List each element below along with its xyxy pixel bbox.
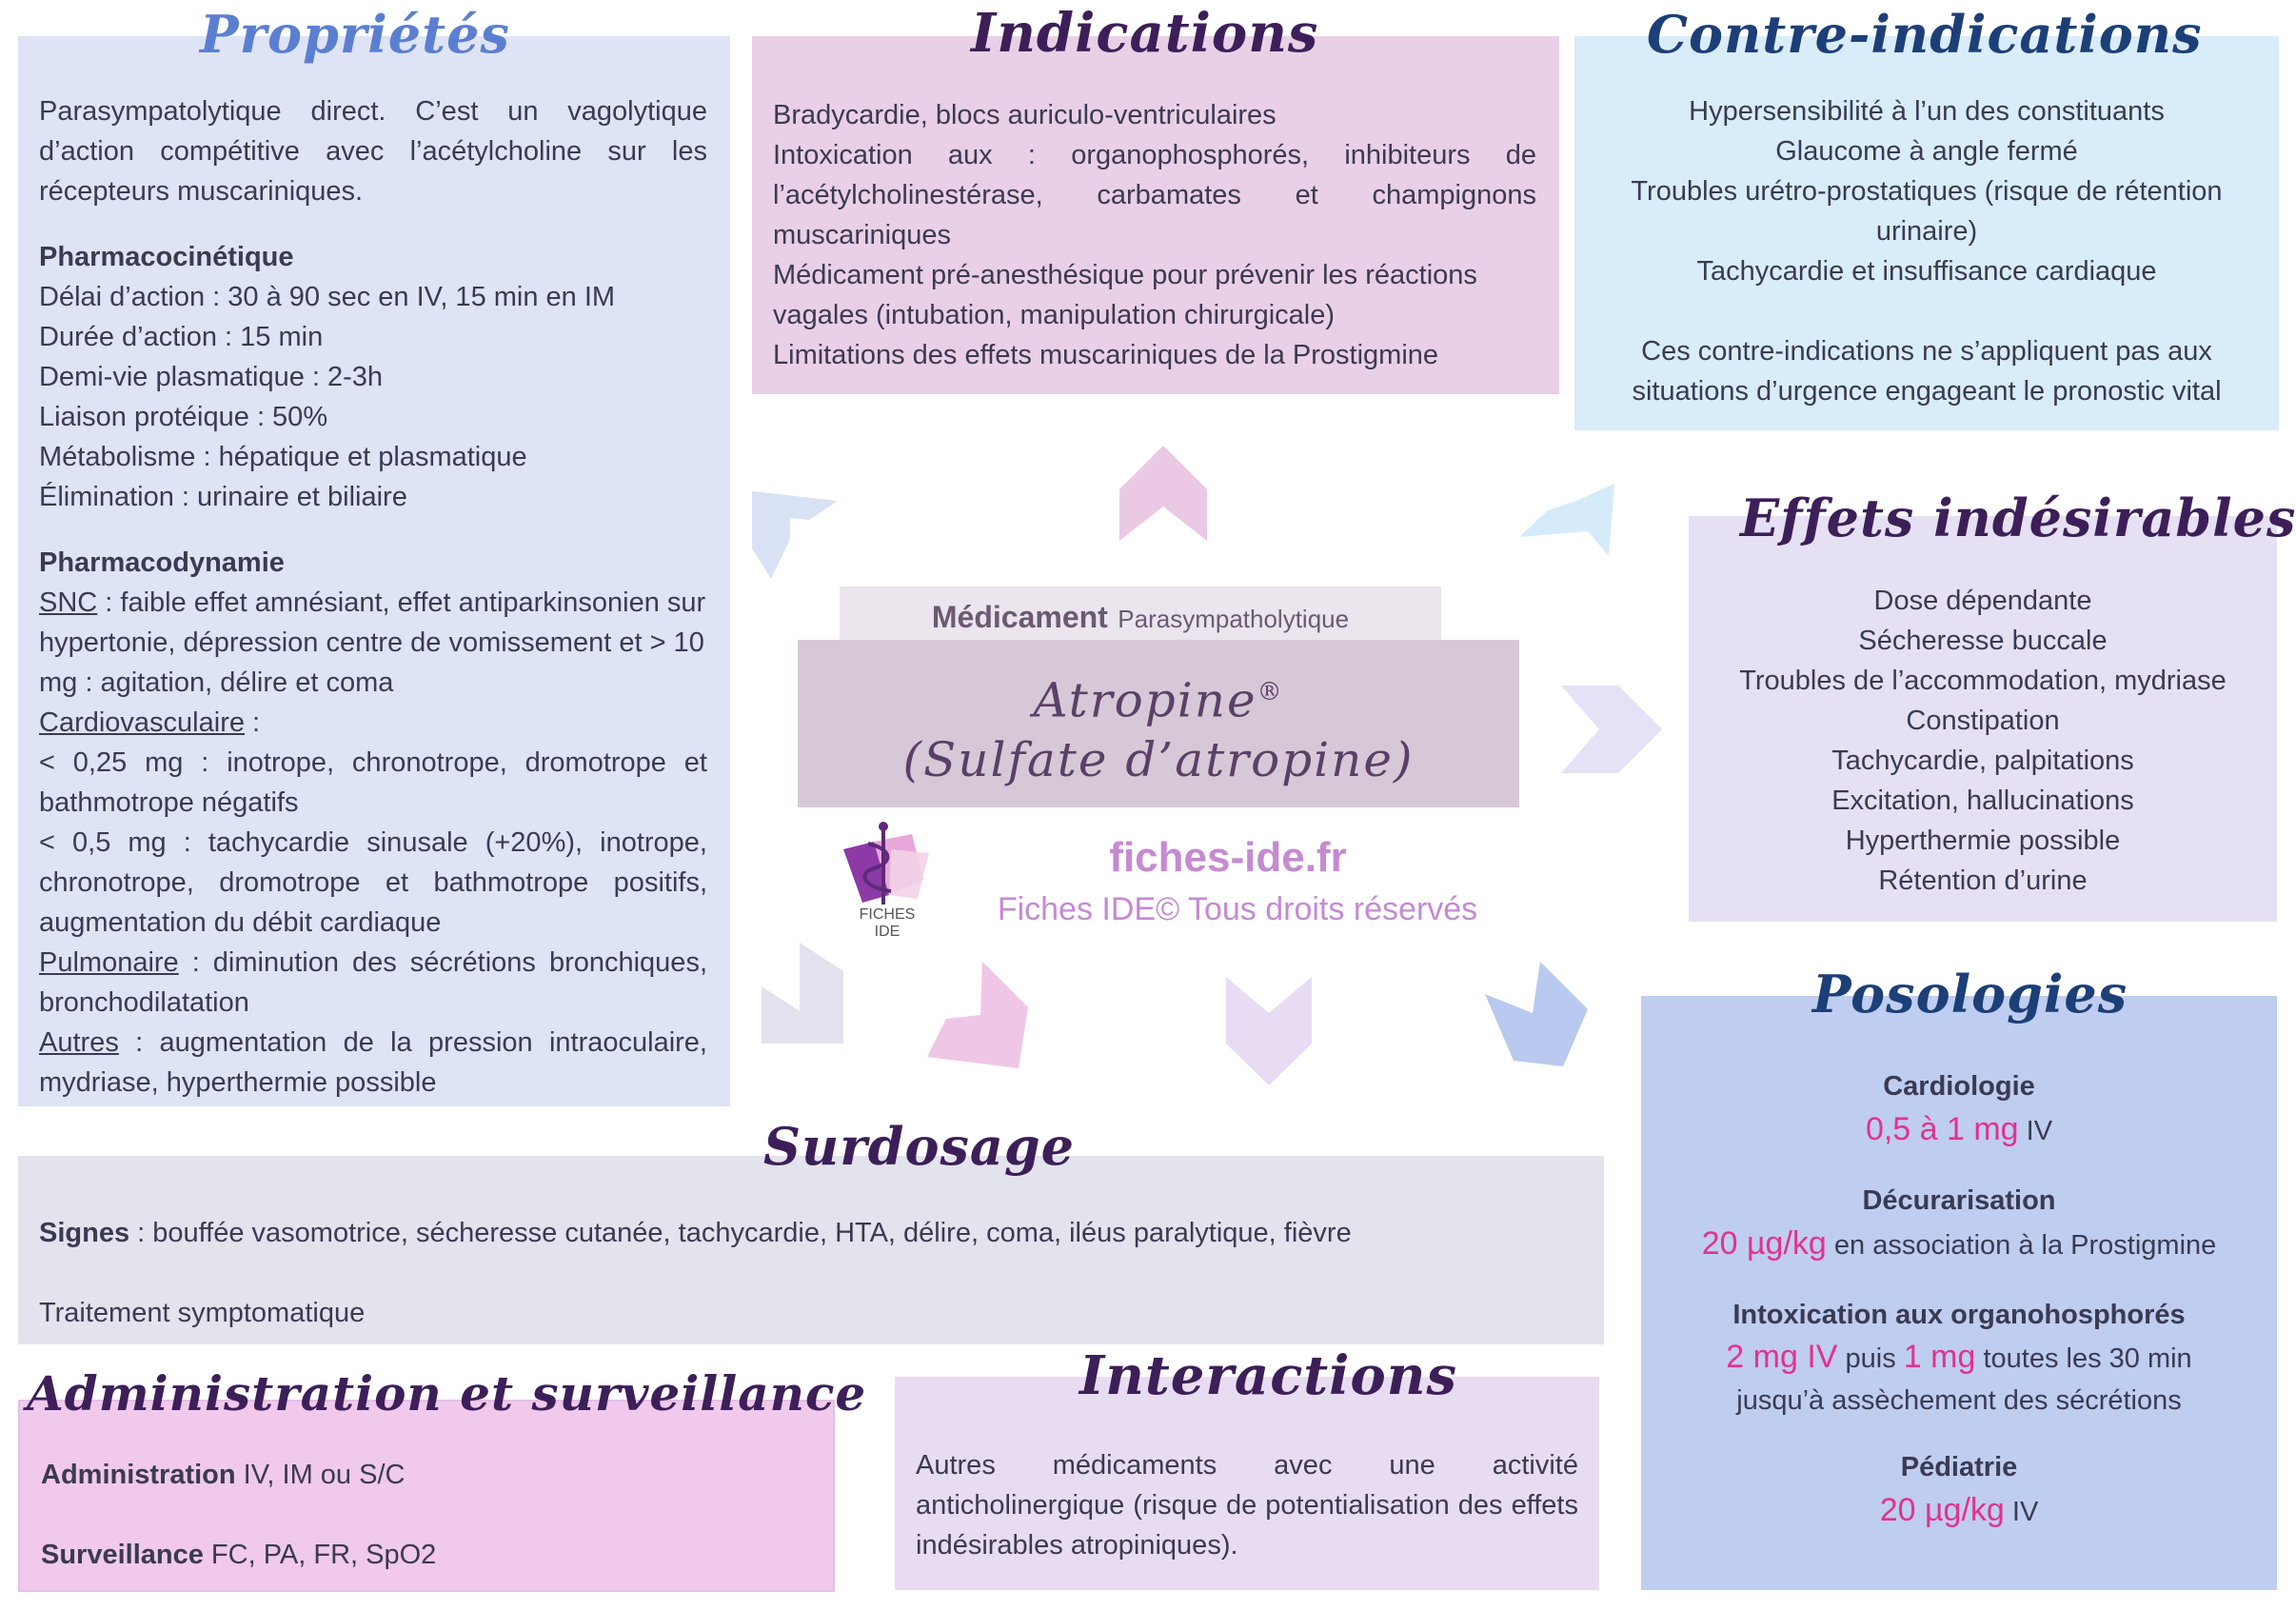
arrow-down-right-icon [1485,962,1588,1066]
pd-heading: Pharmacodynamie [39,547,285,578]
category-value: Parasympatholytique [1118,605,1350,633]
pk-item: Délai d’action : 30 à 90 sec en IV, 15 min en IM [39,282,616,312]
contre-item: Hypersensibilité à l’un des constituants [1689,96,2165,127]
pulmo-label: Pulmonaire [39,947,179,978]
pk-item: Liaison protéique : 50% [39,402,328,432]
pulmo-text: : diminution des sécrétions bronchiques, bronchodilatation [39,947,707,1018]
arrow-down-icon [1226,977,1312,1085]
arrow-down-left-icon [762,943,843,1044]
arrow-up-icon [1119,446,1207,541]
contre-indications-panel [1574,36,2279,430]
pd-cardio [39,703,707,743]
poso-intox-heading: Intoxication aux organohosphorés [1732,1300,2186,1330]
poso-decu-heading: Décurarisation [1862,1185,2056,1216]
drug-reg: ® [1257,678,1284,706]
poso-intox-note1: toutes les 30 min [1975,1343,2192,1374]
copyright: Fiches IDE© Tous droits réservés [997,891,1478,927]
proprietes-panel [18,36,730,1106]
proprietes-title: Propriétés [200,4,510,65]
contre-item: Tachycardie et insuffisance cardiaque [1696,256,2157,287]
poso-intox-dose2: 1 mg [1903,1339,1976,1375]
effet-item: Troubles de l’accommodation, mydriase [1739,666,2227,696]
indication-item: Médicament pré-anesthésique pour prévenir les réactions vagales (intubation, manipulation chirurgicale) [773,260,1477,330]
poso-intox-mid: puis [1837,1343,1904,1374]
contre-note: Ces contre-indications ne s’appliquent pas aux situations d’urgence engageant le pronostic vital [1632,336,2222,407]
poso-cardio-dose: 0,5 à 1 mg [1865,1111,2019,1147]
contre-indications-title: Contre-indications [1647,4,2203,65]
indication-item: Intoxication aux : organophosphorés, inhibiteurs de l’acétylcholinestérase, carbamates et champignons muscariniques [773,140,1536,250]
poso-decu-note: en association à la Prostigmine [1826,1230,2217,1261]
pd-autres [39,1023,707,1103]
interactions-title: Interactions [1079,1344,1458,1407]
surveillance-line [41,1535,812,1575]
contre-item: Troubles urétro-prostatiques (risque de rétention urinaire) [1631,176,2223,247]
drug-generic: (Sulfate d’atropine) [902,731,1415,787]
interactions-panel [895,1377,1599,1590]
pk-item: Demi-vie plasmatique : 2-3h [39,362,384,392]
surdosage-traitement: Traitement symptomatique [39,1298,366,1328]
contre-item: Glaucome à angle fermé [1775,136,2078,167]
admin-text: IV, IM ou S/C [235,1460,406,1490]
snc-label: SNC [39,587,98,618]
pd-cardio-2: < 0,5 mg : tachycardie sinusale (+20%), inotrope, chronotrope, dromotrope et bathmotrope positifs, augmentation du débit cardiaque [39,827,707,938]
posologies-title: Posologies [1812,964,2128,1024]
poso-pedia-dose: 20 µg/kg [1879,1492,2005,1528]
surdosage-signes [39,1213,1583,1253]
logo-text-2: IDE [874,924,901,940]
effet-item: Hyperthermie possible [1845,825,2121,856]
poso-intox-note2: jusqu’à assèchement des sécrétions [1736,1385,2182,1416]
arrow-up-left-icon [752,491,847,587]
surv-text: FC, PA, FR, SpO2 [203,1540,437,1570]
poso-decu-line [1651,1221,2267,1268]
fiches-ide-logo [836,821,939,945]
administration-title: Administration et surveillance [27,1365,867,1422]
cardio-label: Cardiovasculaire [39,707,245,738]
pk-heading: Pharmacocinétique [39,242,294,272]
pk-item: Métabolisme : hépatique et plasmatique [39,442,527,472]
site-name: fiches-ide.fr [1109,834,1347,881]
pd-pulmo [39,943,707,1023]
poso-pedia-route: IV [2004,1497,2039,1527]
effet-item: Tachycardie, palpitations [1831,746,2134,776]
effet-item: Excitation, hallucinations [1831,786,2134,816]
administration-panel [18,1400,835,1592]
indication-item: Limitations des effets muscariniques de la Prostigmine [773,340,1439,370]
indications-panel [752,36,1559,394]
signes-label: Signes [39,1218,130,1248]
pd-snc [39,583,707,703]
poso-intox-dose1: 2 mg IV [1726,1339,1838,1375]
proprietes-intro: Parasympatolytique direct. C’est un vagolytique d’action compétitive avec l’acétylcholine sur les récepteurs muscariniques. [39,96,707,207]
signes-text: : bouffée vasomotrice, sécheresse cutanée, tachycardie, HTA, délire, coma, iléus paralytique, fièvre [129,1218,1352,1248]
poso-intox-line [1651,1335,2267,1381]
effets-title: Effets indésirables [1740,487,2296,548]
indications-title: Indications [971,2,1319,65]
indication-item: Bradycardie, blocs auriculo-ventriculaires [773,100,1277,130]
poso-cardio-heading: Cardiologie [1883,1071,2035,1102]
logo-text-1: FICHES [859,906,916,923]
arrow-up-right-icon [1519,484,1614,560]
admin-line [41,1455,812,1495]
interactions-text: Autres médicaments avec une activité anticholinergique (risque de potentialisation des effets indésirables atropiniques). [916,1450,1578,1561]
surdosage-panel [18,1156,1604,1344]
poso-pedia-line [1651,1487,2267,1535]
admin-label: Administration [41,1460,236,1490]
poso-cardio-line [1651,1106,2267,1154]
poso-cardio-route: IV [2018,1116,2053,1146]
arrow-down-left-icon-2 [927,962,1032,1068]
effet-item: Sécheresse buccale [1858,626,2108,656]
autres-text: : augmentation de la pression intraoculaire, mydriase, hyperthermie possible [39,1027,707,1098]
surv-label: Surveillance [41,1540,204,1570]
autres-label: Autres [39,1027,119,1058]
effet-item: Dose dépendante [1873,586,2092,616]
category-label: Médicament [931,600,1108,634]
poso-decu-dose: 20 µg/kg [1701,1225,1827,1262]
effets-panel [1689,516,2277,922]
cardio-colon: : [245,707,261,738]
surdosage-title: Surdosage [763,1116,1075,1177]
arrow-right-icon [1561,686,1662,773]
poso-pedia-heading: Pédiatrie [1900,1452,2018,1482]
drug-name: Atropine [1033,672,1257,728]
pd-cardio-1: < 0,25 mg : inotrope, chronotrope, dromotrope et bathmotrope négatifs [39,747,707,818]
effet-item: Rétention d’urine [1878,865,2088,896]
caduceus-icon [836,821,939,908]
posologies-panel [1641,996,2277,1590]
effet-item: Constipation [1906,706,2060,736]
pk-item: Élimination : urinaire et biliaire [39,482,407,512]
drug-name-box [798,640,1519,807]
pk-item: Durée d’action : 15 min [39,322,324,352]
snc-text: : faible effet amnésiant, effet antiparkinsonien sur hypertonie, dépression centre de vomissement et > 10 mg : agitation, délire et coma [39,587,706,698]
